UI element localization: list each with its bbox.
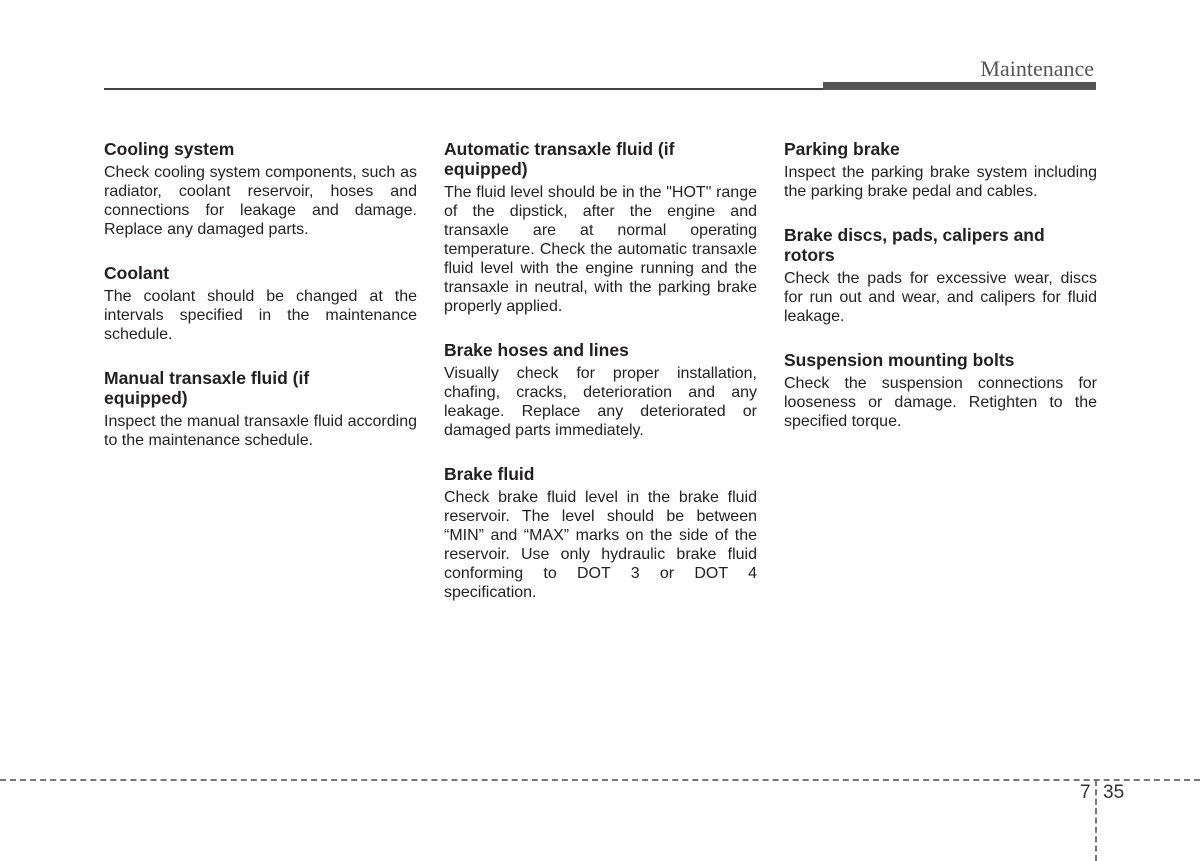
section-heading: Parking brake bbox=[784, 139, 900, 159]
section-body: Inspect the manual transaxle fluid according to the maintenance schedule. bbox=[104, 413, 417, 449]
section-heading: Automatic transaxle fluid (if equipped) bbox=[444, 139, 675, 179]
section-body: Check the pads for excessive wear, discs for run out and wear, and calipers for fluid leakage. bbox=[784, 270, 1097, 325]
section-coolant bbox=[104, 263, 417, 344]
section-parking-brake bbox=[784, 139, 1097, 201]
header-rule bbox=[104, 88, 824, 90]
section-body: Check brake fluid level in the brake fluid reservoir. The level should be between “MIN” and “MAX” marks on the side of the reservoir. Use only hydraulic brake fluid conforming to DOT 3 or DOT 4 specification. bbox=[444, 489, 757, 601]
section-heading: Brake hoses and lines bbox=[444, 340, 629, 360]
section-automatic-transaxle-fluid bbox=[444, 139, 757, 316]
section-brake-discs bbox=[784, 225, 1097, 326]
section-manual-transaxle-fluid bbox=[104, 368, 417, 450]
footer-vertical-divider bbox=[1095, 780, 1097, 861]
section-brake-hoses bbox=[444, 340, 757, 440]
chapter-number: 7 bbox=[1080, 782, 1091, 803]
section-heading: Cooling system bbox=[104, 139, 235, 159]
section-brake-fluid bbox=[444, 464, 757, 602]
section-body: The coolant should be changed at the intervals specified in the maintenance schedule. bbox=[104, 288, 417, 343]
header-bar bbox=[823, 82, 1096, 90]
section-heading: Coolant bbox=[104, 263, 170, 283]
section-body: Visually check for proper installation, chafing, cracks, deterioration and any leakage. Replace any deteriorated or damaged parts immediately. bbox=[444, 365, 757, 439]
section-heading: Suspension mounting bolts bbox=[784, 350, 1015, 370]
column-1 bbox=[104, 139, 417, 474]
section-cooling-system bbox=[104, 139, 417, 239]
column-2 bbox=[444, 139, 757, 626]
section-body: Check cooling system components, such as radiator, coolant reservoir, hoses and connections for leakage and damage. Replace any damaged parts. bbox=[104, 164, 417, 238]
header-title: Maintenance bbox=[980, 56, 1094, 81]
footer-divider bbox=[0, 779, 1200, 781]
section-heading: Brake fluid bbox=[444, 464, 535, 484]
page-number: 35 bbox=[1103, 782, 1125, 803]
section-heading: Manual transaxle fluid (if equipped) bbox=[104, 368, 310, 408]
section-body: Inspect the parking brake system including the parking brake pedal and cables. bbox=[784, 164, 1097, 200]
section-body: Check the suspension connections for looseness or damage. Retighten to the specified torque. bbox=[784, 375, 1097, 430]
section-body: The fluid level should be in the "HOT" range of the dipstick, after the engine and transaxle are at normal operating temperature. Check the automatic transaxle fluid level with the engine running and the transaxle in neutral, with the parking brake properly applied. bbox=[444, 184, 757, 315]
section-heading: Brake discs, pads, calipers and rotors bbox=[784, 225, 1045, 265]
section-suspension-bolts bbox=[784, 350, 1097, 431]
column-3 bbox=[784, 139, 1097, 455]
